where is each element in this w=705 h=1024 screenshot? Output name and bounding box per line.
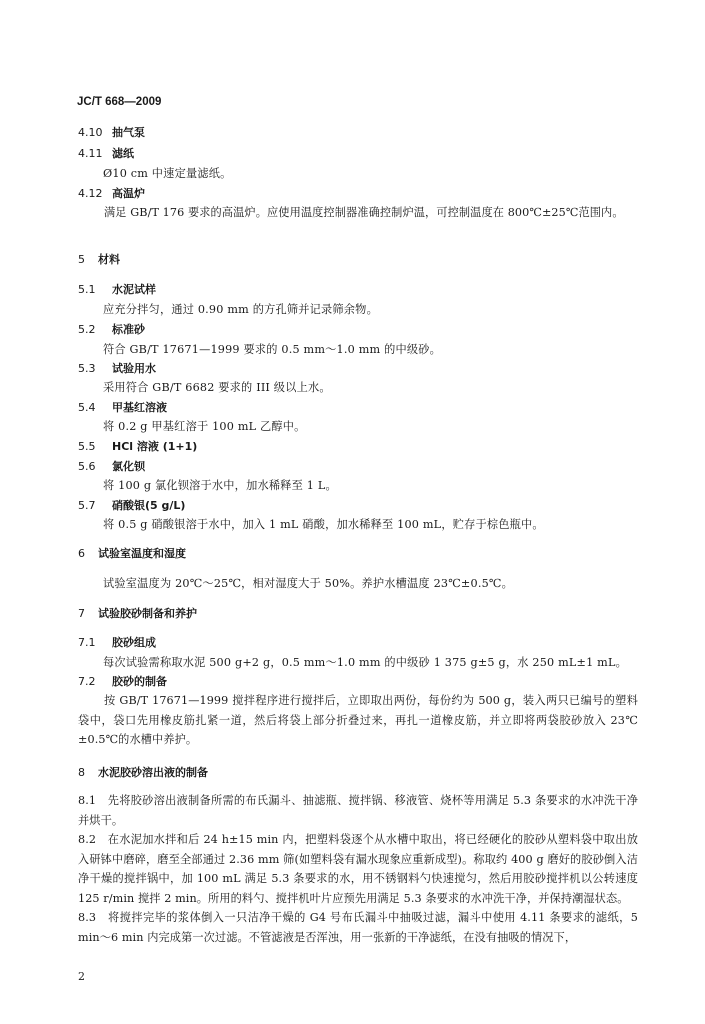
paragraph-8-2: 8.2 在水泥加水拌和后 24 h±15 min 内，把塑料袋逐个从水槽中取出，将已经硬化的胶砂从塑料袋中取出放入研钵中磨碎，磨至全部通过 2.36 mm 筛(如塑料袋有漏水现象应重新成型)。称取约 400 g 磨好的胶砂倒入洁净干燥的搅拌锅中，加 100 mL 满足 5.3 条要求的水，用不锈钢料勺快速搅匀，然后用胶砂搅拌机以公转速度 125 r/min 搅拌 2 min。所用的料勺、搅拌机叶片应预先用满足 5.3 条要求的水冲洗干净，并保持潮湿状态。 <box>78 833 638 905</box>
heading-5-5: 5.5 HCl 溶液 (1+1) <box>78 440 198 453</box>
heading-4-11: 4.11 滤纸 <box>78 147 134 160</box>
paragraph-5-7: 将 0.5 g 硝酸银溶于水中，加入 1 mL 硝酸，加水稀释至 100 mL，贮存于棕色瓶中。 <box>103 518 544 531</box>
heading-4-12: 4.12 高温炉 <box>78 187 145 200</box>
heading-5-6: 5.6 氯化钡 <box>78 460 145 473</box>
heading-5-4: 5.4 甲基红溶液 <box>78 401 167 414</box>
paragraph-5-1: 应充分拌匀，通过 0.90 mm 的方孔筛并记录筛余物。 <box>103 303 378 316</box>
paragraph-4-11: Ø10 cm 中速定量滤纸。 <box>103 167 232 180</box>
paragraph-7-2: 按 GB/T 17671—1999 搅拌程序进行搅拌后，立即取出两份，每份约为 500 g，装入两只已编号的塑料袋中，袋口先用橡皮筋扎紧一道，然后将袋上部分折叠过来，再扎一道橡皮筋，并立即将两袋胶砂放入 23℃±0.5℃的水槽中养护。 <box>78 694 638 746</box>
heading-6: 6 试验室温度和湿度 <box>78 547 186 560</box>
document-code: JC/T 668—2009 <box>77 96 162 108</box>
paragraph-4-12: 满足 GB/T 176 要求的高温炉。应使用温度控制器准确控制炉温，可控制温度在 800℃±25℃范围内。 <box>104 206 624 219</box>
paragraph-8-3: 8.3 将搅拌完毕的浆体倒入一只洁净干燥的 G4 号布氏漏斗中抽吸过滤，漏斗中使用 4.11 条要求的滤纸，5 min～6 min 内完成第一次过滤。不管滤液是否浑浊，用一张新的干净滤纸，在没有抽吸的情况下， <box>78 911 638 944</box>
page-number: 2 <box>78 970 85 983</box>
heading-7: 7 试验胶砂制备和养护 <box>78 607 197 620</box>
paragraph-8-1: 8.1 先将胶砂溶出液制备所需的布氏漏斗、抽滤瓶、搅拌锅、移液管、烧杯等用满足 5.3 条要求的水冲洗干净并烘干。 <box>78 794 638 827</box>
heading-5: 5 材料 <box>78 253 120 266</box>
paragraph-5-3: 采用符合 GB/T 6682 要求的 III 级以上水。 <box>103 381 331 394</box>
heading-5-2: 5.2 标准砂 <box>78 323 145 336</box>
heading-5-7: 5.7 硝酸银(5 g/L) <box>78 499 186 512</box>
heading-8: 8 水泥胶砂溶出液的制备 <box>78 766 208 779</box>
paragraph-5-4: 将 0.2 g 甲基红溶于 100 mL 乙醇中。 <box>103 420 306 433</box>
heading-5-3: 5.3 试验用水 <box>78 362 156 375</box>
heading-7-1: 7.1 胶砂组成 <box>78 636 156 649</box>
heading-4-10: 4.10 抽气泵 <box>78 126 145 139</box>
heading-7-2: 7.2 胶砂的制备 <box>78 675 167 688</box>
paragraph-5-6: 将 100 g 氯化钡溶于水中，加水稀释至 1 L。 <box>103 479 337 492</box>
paragraph-6: 试验室温度为 20℃～25℃，相对湿度大于 50%。养护水槽温度 23℃±0.5℃。 <box>103 577 513 590</box>
paragraph-7-1: 每次试验需称取水泥 500 g+2 g，0.5 mm～1.0 mm 的中级砂 1 375 g±5 g，水 250 mL±1 mL。 <box>103 656 627 669</box>
paragraph-5-2: 符合 GB/T 17671—1999 要求的 0.5 mm～1.0 mm 的中级砂。 <box>103 343 442 356</box>
heading-5-1: 5.1 水泥试样 <box>78 283 156 296</box>
